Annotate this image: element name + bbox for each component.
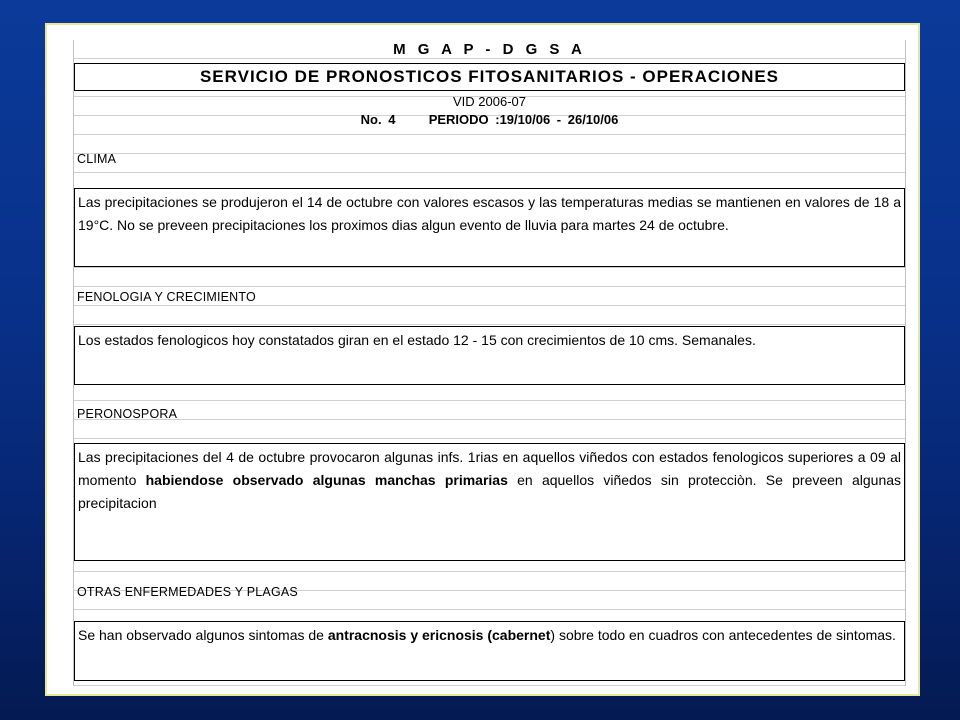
otras-box [74,621,905,681]
period-range: PERIODO :19/10/06 - 26/10/06 [428,112,619,127]
peronospora-text-1: Las precipitaciones del 4 de octubre provocaron algunas infs. 1rias en aquellos viñedos con estados fenologicos superiores a 09 al momento [78,449,901,488]
clima-heading: CLIMA [77,152,117,166]
otras-text-2: ) sobre todo en cuadros con antecedentes de sintomas. [550,627,896,643]
slide [45,23,920,696]
clima-text: Las precipitaciones se produjeron el 14 de octubre con valores escasos y las temperaturas medias se mantienen en valores de 18 a 19°C. No se preveen precipitaciones los proximos dias algun evento de lluvia para martes 24 de octubre. [78,194,901,233]
peronospora-box [74,443,905,561]
clima-box [74,188,905,267]
fenologia-text: Los estados fenologicos hoy constatados giran en el estado 12 - 15 con crecimientos de 10 cms. Semanales. [78,332,756,348]
otras-text-bold: antracnosis y ericnosis (cabernet [327,627,551,643]
period-line [74,111,905,130]
service-title: SERVICIO DE PRONOSTICOS FITOSANITARIOS - OPERACIONES [74,63,905,91]
fenologia-heading: FENOLOGIA Y CRECIMIENTO [77,290,256,304]
otras-heading: OTRAS ENFERMEDADES Y PLAGAS [77,585,298,599]
org-title: M G A P - D G S A [393,41,586,58]
peronospora-heading: PERONOSPORA [77,407,178,421]
bulletin-number: No. 4 [360,112,396,127]
peronospora-text-2: en aquellos viñedos sin protecciòn. Se preveen algunas precipitacion [78,472,902,511]
report-sheet [73,40,906,686]
peronospora-text-bold: habiendose observado algunas manchas primarias [145,472,508,488]
otras-text-1: Se han observado algunos sintomas de [78,627,328,643]
fenologia-box [74,326,905,385]
vid-line: VID 2006-07 [453,94,526,109]
